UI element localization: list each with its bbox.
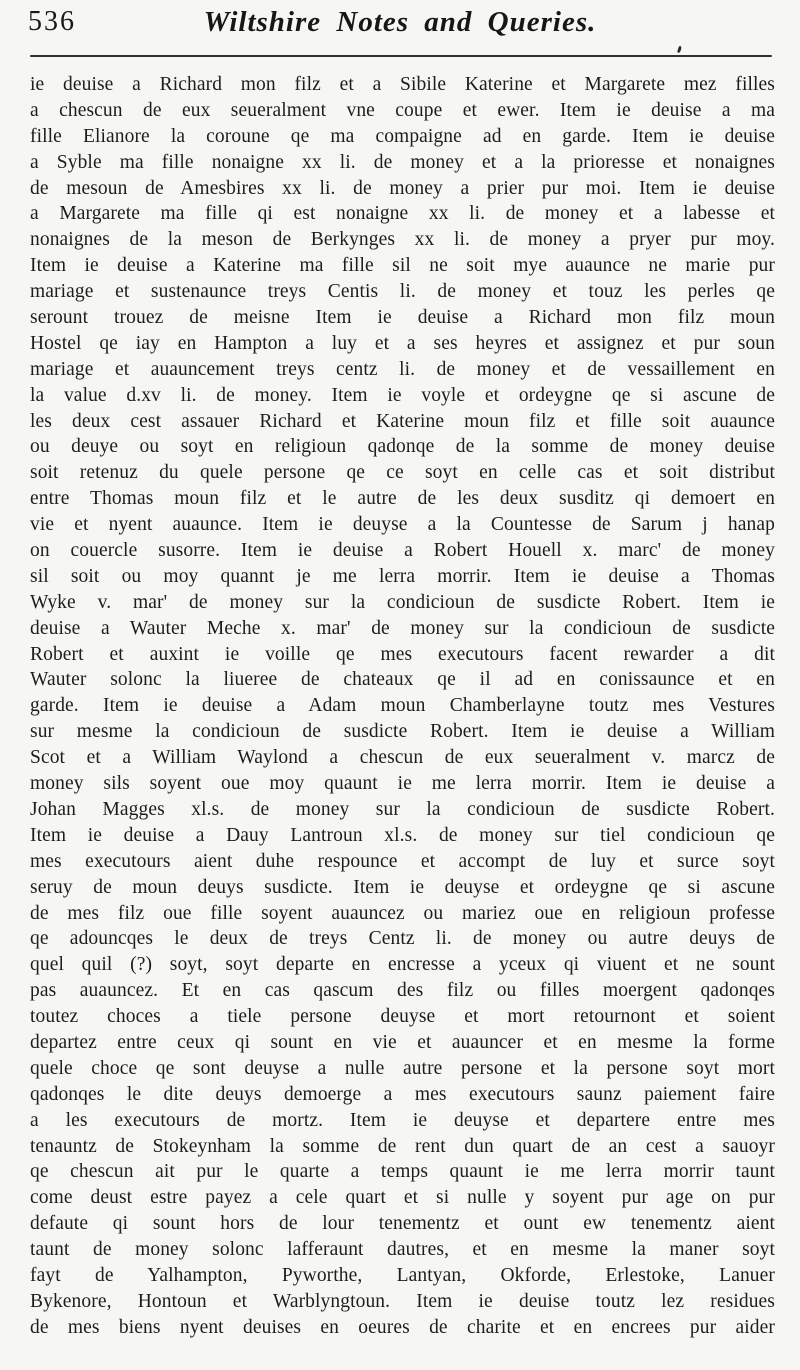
text-line: qadonqes le dite deuys demoerge a mes executours saunz paiement faire [30, 1083, 775, 1105]
text-line: mariage et auauncement treys centz li. de money et de vessaillement en [30, 358, 775, 380]
text-line: la value d.xv li. de money. Item ie voyle et ordeygne qe si ascune de [30, 384, 775, 406]
text-line: a chescun de eux seueralment vne coupe et ewer. Item ie deuise a ma [30, 99, 775, 121]
ink-speck [677, 46, 682, 54]
text-line: quele choce qe sont deuyse a nulle autre persone et la persone soyt mort [30, 1057, 775, 1079]
header-rule [30, 55, 772, 57]
text-line: Wauter solonc la liueree de chateaux qe il ad en conissaunce et en [30, 669, 775, 691]
text-line: a Syble ma fille nonaigne xx li. de money et a la prioresse et nonaignes [30, 151, 775, 173]
text-line: Hostel qe iay en Hampton a luy et a ses heyres et assignez et pur soun [30, 332, 775, 354]
text-line: sur mesme la condicioun de susdicte Robert. Item ie deuise a William [30, 721, 775, 743]
text-line: departez entre ceux qi sount en vie et auauncer et en mesme la forme [30, 1031, 775, 1053]
text-line: soit retenuz du quele persone qe ce soyt en celle cas et soit distribut [30, 462, 775, 484]
text-line: Item ie deuise a Katerine ma fille sil ne soit mye auaunce ne marie pur [30, 255, 775, 277]
text-line: tenauntz de Stokeynham la somme de rent dun quart de an cest a sauoyr [30, 1135, 775, 1157]
text-line: ie deuise a Richard mon filz et a Sibile Katerine et Margarete mez filles [30, 74, 775, 95]
text-line: qe chescun ait pur le quarte a temps quaunt ie me lerra morrir taunt [30, 1161, 775, 1183]
text-line: mariage et sustenaunce treys Centis li. de money et touz les perles qe [30, 281, 775, 303]
text-line: toutez choces a tiele persone deuyse et mort retournont et soient [30, 1006, 775, 1028]
text-line: on couercle susorre. Item ie deuise a Robert Houell x. marc' de money [30, 540, 775, 562]
text-line: qe adouncqes le deux de treys Centz li. de money ou autre deuys de [30, 928, 775, 950]
page-number: 536 [28, 6, 76, 37]
text-line: Wyke v. mar' de money sur la condicioun de susdicte Robert. Item ie [30, 591, 775, 613]
text-line: fille Elianore la coroune qe ma compaigne ad en garde. Item ie deuise [30, 125, 775, 147]
text-line: Bykenore, Hontoun et Warblyngtoun. Item ie deuise toutz lez residues [30, 1290, 775, 1312]
text-line: taunt de money solonc lafferaunt dautres, et en mesme la maner soyt [30, 1239, 775, 1261]
text-line: fayt de Yalhampton, Pyworthe, Lantyan, Okforde, Erlestoke, Lanuer [30, 1264, 775, 1286]
text-line: come deust estre payez a cele quart et si nulle y soyent pur age on pur [30, 1187, 775, 1209]
text-line: nonaignes de la meson de Berkynges xx li. de money a pryer pur moy. [30, 229, 775, 251]
text-line: seruy de moun deuys susdicte. Item ie deuyse et ordeygne qe si ascune [30, 876, 775, 898]
text-line: Johan Magges xl.s. de money sur la condicioun de susdicte Robert. [30, 798, 775, 820]
text-line: mes executours aient duhe respounce et accompt de luy et surce soyt [30, 850, 775, 872]
text-line: de mes filz oue fille soyent auauncez ou mariez oue en religioun professe [30, 902, 775, 924]
will-transcription-text [30, 72, 775, 1341]
text-line: Scot et a William Waylond a chescun de eux seueralment v. marcz de [30, 747, 775, 769]
text-line: garde. Item ie deuise a Adam moun Chamberlayne toutz mes Vestures [30, 695, 775, 717]
journal-title: Wiltshire Notes and Queries. [203, 6, 597, 38]
text-line: entre Thomas moun filz et le autre de les deux susditz qi demoert en [30, 488, 775, 510]
text-line: Robert et auxint ie voille qe mes executours facent rewarder a dit [30, 643, 775, 665]
text-line: quel quil (?) soyt, soyt departe en encresse a yceux qi viuent et ne sount [30, 954, 775, 976]
text-line: money sils soyent oue moy quaunt ie me lerra morrir. Item ie deuise a [30, 773, 775, 795]
text-line: serount trouez de meisne Item ie deuise a Richard mon filz moun [30, 307, 775, 329]
text-line: de mesoun de Amesbires xx li. de money a prier pur moi. Item ie deuise [30, 177, 775, 199]
text-line: ou deuye ou soyt en religioun qadonqe de la somme de money deuise [30, 436, 775, 458]
text-line: a Margarete ma fille qi est nonaigne xx li. de money et a labesse et [30, 203, 775, 225]
text-line: de mes biens nyent deuises en oeures de charite et en encrees pur aider [30, 1316, 775, 1338]
text-line: les deux cest assauer Richard et Katerine moun filz et fille soit auaunce [30, 410, 775, 432]
text-line: vie et nyent auaunce. Item ie deuyse a la Countesse de Sarum j hanap [30, 514, 775, 536]
text-line: sil soit ou moy quannt je me lerra morrir. Item ie deuise a Thomas [30, 565, 775, 587]
text-line: pas auauncez. Et en cas qascum des filz ou filles moergent qadonqes [30, 980, 775, 1002]
text-line: deuise a Wauter Meche x. mar' de money sur la condicioun de susdicte [30, 617, 775, 639]
text-line: Item ie deuise a Dauy Lantroun xl.s. de money sur tiel condicioun qe [30, 824, 775, 846]
text-line: a les executours de mortz. Item ie deuyse et departere entre mes [30, 1109, 775, 1131]
text-line: defaute qi sount hors de lour tenementz et ount ew tenementz aient [30, 1213, 775, 1235]
